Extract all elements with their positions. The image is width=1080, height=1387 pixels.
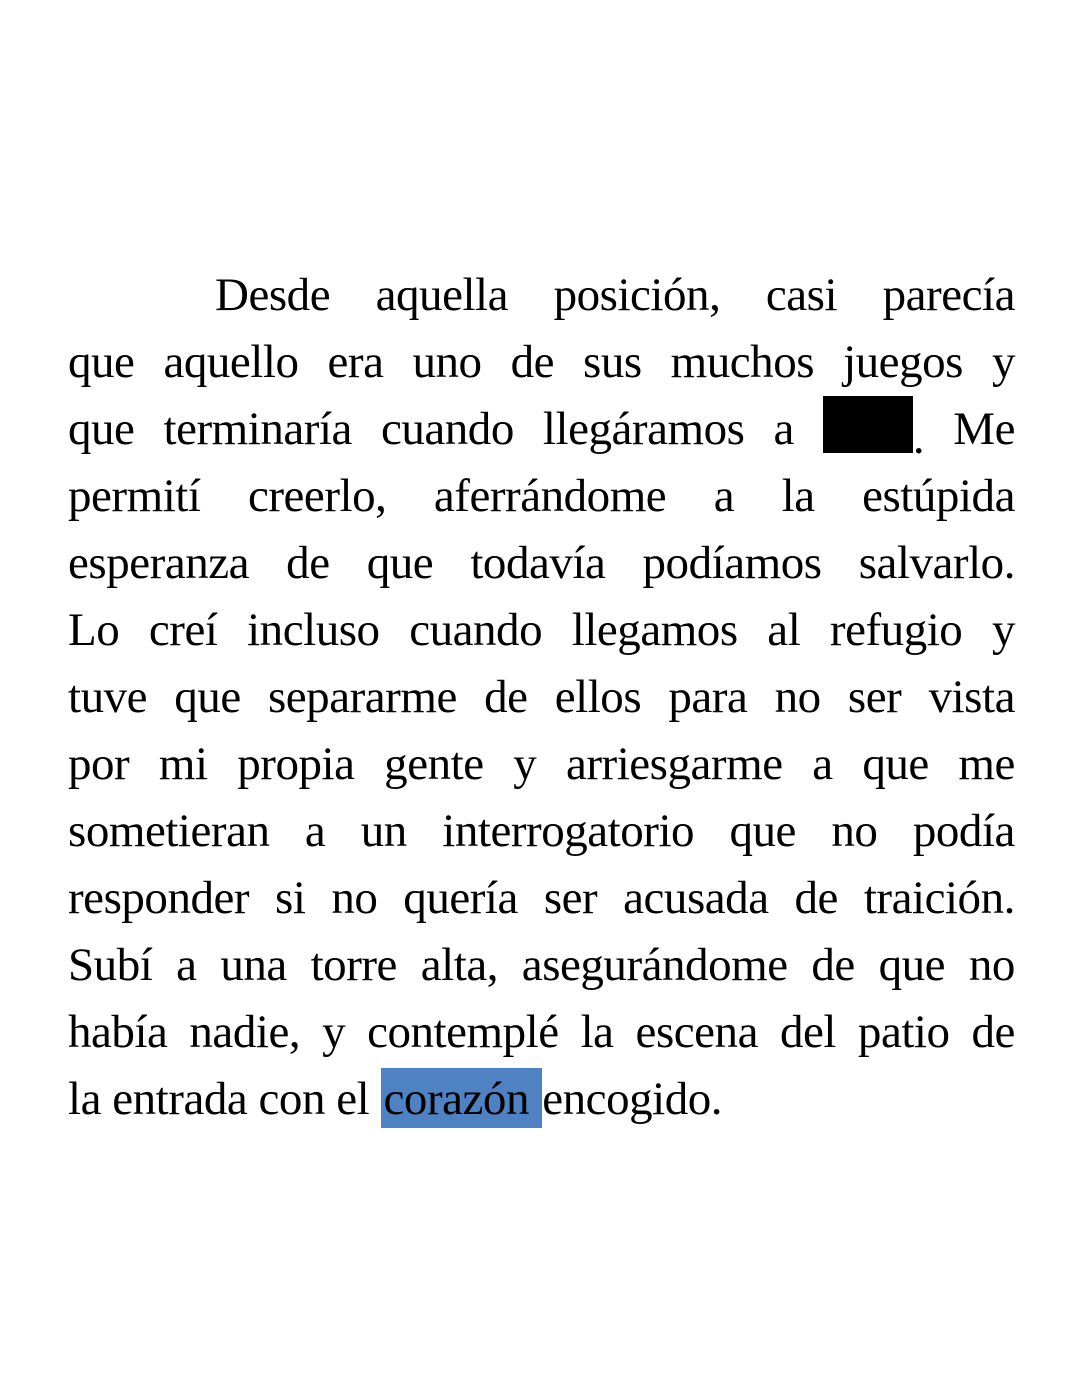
word: uno — [412, 336, 482, 388]
word: aquello — [163, 336, 299, 388]
word: aferrándome — [433, 470, 667, 522]
word: alta, — [420, 939, 498, 991]
text-line — [68, 530, 1015, 597]
word: y — [991, 604, 1015, 656]
word: una — [220, 939, 287, 991]
word: un — [360, 805, 407, 857]
word: estúpida — [862, 470, 1015, 522]
word: la entrada con el — [68, 1073, 381, 1125]
word: aquella — [375, 269, 509, 321]
word: sometieran — [68, 805, 270, 857]
word: si — [275, 872, 306, 924]
word: de — [286, 537, 330, 589]
word: que — [68, 336, 135, 388]
text-line — [68, 865, 1015, 932]
word: encogido. — [542, 1073, 723, 1125]
word: asegurándome — [521, 939, 788, 991]
text-line — [68, 1066, 1015, 1133]
word: que — [729, 805, 796, 857]
word: me — [958, 738, 1015, 790]
word: llegamos — [571, 604, 738, 656]
word: y — [513, 738, 537, 790]
word: la — [781, 470, 815, 522]
word: que — [174, 671, 241, 723]
text-line — [68, 999, 1015, 1066]
word: cuando — [409, 604, 543, 656]
word: gente — [384, 738, 484, 790]
word: a — [773, 403, 794, 455]
word: escena — [635, 1006, 758, 1058]
word: torre — [310, 939, 397, 991]
word: posición, — [553, 269, 721, 321]
word: vista — [928, 671, 1015, 723]
word: Subí — [68, 939, 153, 991]
word: no — [968, 939, 1015, 991]
word: esperanza — [68, 537, 250, 589]
text-line — [68, 329, 1015, 396]
book-page-paragraph — [68, 262, 1015, 1133]
word: quería — [403, 872, 518, 924]
word: al — [767, 604, 801, 656]
word: no — [774, 671, 821, 723]
word: ser — [543, 872, 598, 924]
word: separarme — [267, 671, 457, 723]
word: salvarlo. — [858, 537, 1015, 589]
text-line — [68, 463, 1015, 530]
redaction-box — [823, 396, 913, 453]
word: ellos — [554, 671, 642, 723]
word: a — [176, 939, 197, 991]
word: muchos — [670, 336, 815, 388]
word: tuve — [68, 671, 148, 723]
word: propia — [237, 738, 355, 790]
word: era — [327, 336, 384, 388]
word: y — [991, 336, 1015, 388]
word: casi — [765, 269, 838, 321]
word: cuando — [380, 403, 514, 455]
word: contemplé — [367, 1006, 559, 1058]
text-line — [68, 262, 1015, 329]
word: de — [510, 336, 554, 388]
word: creí — [148, 604, 218, 656]
word: para — [668, 671, 748, 723]
word: refugio — [829, 604, 963, 656]
word: que — [862, 738, 929, 790]
word: no — [331, 872, 378, 924]
word: Desde — [215, 269, 331, 321]
word: nadie, — [189, 1006, 301, 1058]
word: traición. — [863, 872, 1015, 924]
word: parecía — [882, 269, 1015, 321]
text-line — [68, 597, 1015, 664]
word: incluso — [247, 604, 380, 656]
word: y — [322, 1006, 346, 1058]
word: de — [971, 1006, 1015, 1058]
word: creerlo, — [247, 470, 387, 522]
word: ser — [847, 671, 902, 723]
word: Me — [953, 403, 1015, 455]
text-line — [68, 798, 1015, 865]
word: que — [68, 403, 135, 455]
word: . — [823, 396, 924, 463]
word: de — [794, 872, 838, 924]
word: todavía — [470, 537, 606, 589]
word: Lo — [68, 604, 120, 656]
word: arriesgarme — [565, 738, 783, 790]
word: juegos — [843, 336, 963, 388]
text-line — [68, 664, 1015, 731]
text-line — [68, 396, 1015, 463]
word: responder — [68, 872, 250, 924]
word: patio — [857, 1006, 950, 1058]
word: había — [68, 1006, 168, 1058]
word: la — [580, 1006, 614, 1058]
word: permití — [68, 470, 201, 522]
word: del — [779, 1006, 836, 1058]
word: podía — [912, 805, 1015, 857]
word: llegáramos — [542, 403, 745, 455]
word: que — [878, 939, 946, 991]
word: a — [713, 470, 735, 522]
word: no — [831, 805, 878, 857]
text-line — [68, 932, 1015, 999]
word: que — [366, 537, 434, 589]
word: a — [304, 805, 326, 857]
word: de — [811, 939, 855, 991]
word: sus — [583, 336, 642, 388]
word: acusada — [623, 872, 769, 924]
highlighted-word[interactable]: corazón — [381, 1068, 543, 1128]
word: interrogatorio — [442, 805, 695, 857]
word: de — [484, 671, 528, 723]
word: a — [812, 738, 833, 790]
word: terminaría — [163, 403, 352, 455]
word: por — [68, 738, 130, 790]
word: podíamos — [642, 537, 822, 589]
word: mi — [158, 738, 208, 790]
text-line — [68, 731, 1015, 798]
